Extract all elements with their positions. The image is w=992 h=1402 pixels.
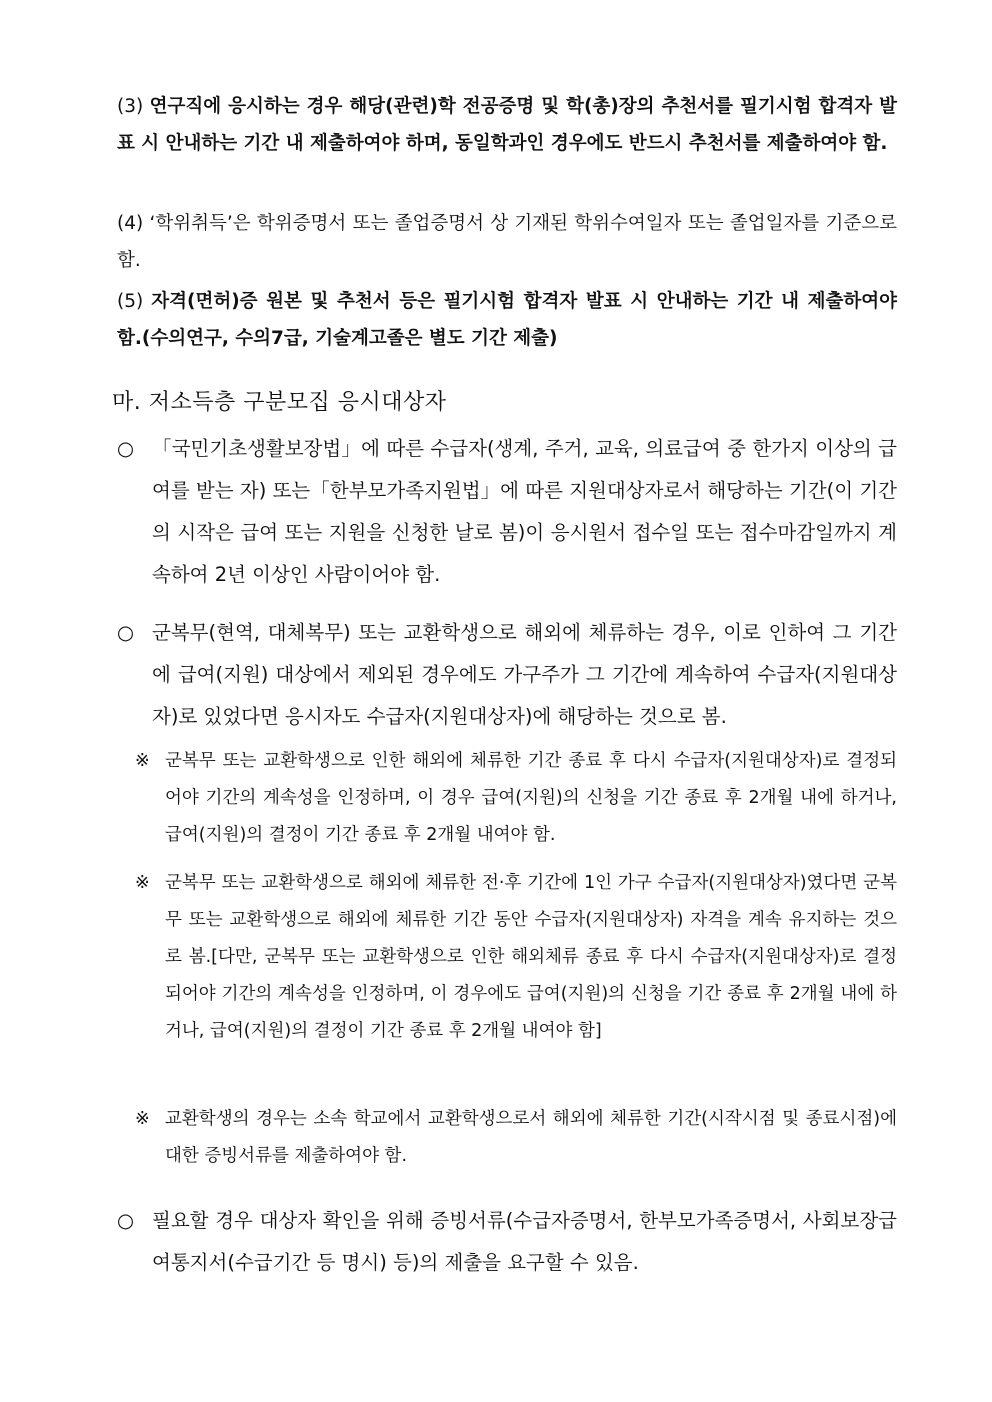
circle-item-documents: [117, 1200, 897, 1284]
item-text: 「국민기초생활보장법」에 따른 수급자(생계, 주거, 교육, 의료급여 중 한가지 이상의 급여를 받는 자) 또는「한부모가족지원법」에 따른 지원대상자로서 해당하는 기간(이 기간의 시작은 급여 또는 지원을 신청한 날로 봄)이 응시원서 접수일 또는 접수마감일까지 계속하여 2년 이상인 사람이어야 함.: [152, 437, 897, 586]
item-text: 필요할 경우 대상자 확인을 위해 증빙서류(수급자증명서, 한부모가족증명서, 사회보장급여통지서(수급기간 등 명시) 등)의 제출을 요구할 수 있음.: [152, 1209, 897, 1274]
note-mark: ※: [135, 1109, 150, 1129]
circle-bullet: ○: [117, 1209, 135, 1232]
note-item-2: [135, 865, 897, 1050]
item-number: (3): [117, 96, 144, 117]
numbered-item-5: [117, 283, 897, 357]
item-number: (4): [117, 213, 144, 234]
circle-bullet: ○: [117, 621, 135, 644]
note-text: 군복무 또는 교환학생으로 인한 해외에 체류한 기간 종료 후 다시 수급자(지원대상자)로 결정되어야 기간의 계속성을 인정하며, 이 경우 급여(지원)의 신청을 기간 종료 후 2개월 내에 하거나, 급여(지원)의 결정이 기간 종료 후 2개월 내여야 함.: [165, 751, 897, 845]
numbered-item-4: [117, 205, 897, 279]
circle-item-military: [117, 612, 897, 738]
item-number: (5): [117, 291, 144, 312]
section-title: 마. 저소득층 구분모집 응시대상자: [112, 390, 447, 415]
circle-item-recipient: [117, 428, 897, 596]
note-text: 군복무 또는 교환학생으로 해외에 체류한 전·후 기간에 1인 가구 수급자(지원대상자)였다면 군복무 또는 교환학생으로 해외에 체류한 기간 동안 수급자(지원대상자) 자격을 계속 유지하는 것으로 봄.[다만, 군복무 또는 교환학생으로 인한 해외체류 종료 후 다시 수급자(지원대상자)로 결정되어야 기간의 계속성을 인정하며, 이 경우에도 급여(지원)의 신청을 기간 종료 후 2개월 내에 하거나, 급여(지원)의 결정이 기간 종료 후 2개월 내여야 함]: [165, 873, 897, 1041]
note-item-1: [135, 743, 897, 854]
note-text: 교환학생의 경우는 소속 학교에서 교환학생으로서 해외에 체류한 기간(시작시점 및 종료시점)에 대한 증빙서류를 제출하여야 함.: [165, 1109, 897, 1166]
note-mark: ※: [135, 751, 150, 771]
note-item-3: [135, 1101, 897, 1175]
item-text: 연구직에 응시하는 경우 해당(관련)학 전공증명 및 학(총)장의 추천서를 필기시험 합격자 발표 시 안내하는 기간 내 제출하여야 하며, 동일학과인 경우에도 반드시 추천서를 제출하여야 함.: [117, 96, 897, 154]
circle-bullet: ○: [117, 437, 135, 460]
numbered-item-3: [117, 88, 897, 162]
item-text: 자격(면허)증 원본 및 추천서 등은 필기시험 합격자 발표 시 안내하는 기간 내 제출하여야 함.(수의연구, 수의7급, 기술계고졸은 별도 기간 제출): [117, 291, 898, 349]
item-text: ‘학위취득’은 학위증명서 또는 졸업증명서 상 기재된 학위수여일자 또는 졸업일자를 기준으로 함.: [117, 213, 897, 271]
item-text: 군복무(현역, 대체복무) 또는 교환학생으로 해외에 체류하는 경우, 이로 인하여 그 기간에 급여(지원) 대상에서 제외된 경우에도 가구주가 그 기간에 계속하여 수급자(지원대상자)로 있었다면 응시자도 수급자(지원대상자)에 해당하는 것으로 봄.: [152, 621, 897, 728]
note-mark: ※: [135, 873, 150, 893]
